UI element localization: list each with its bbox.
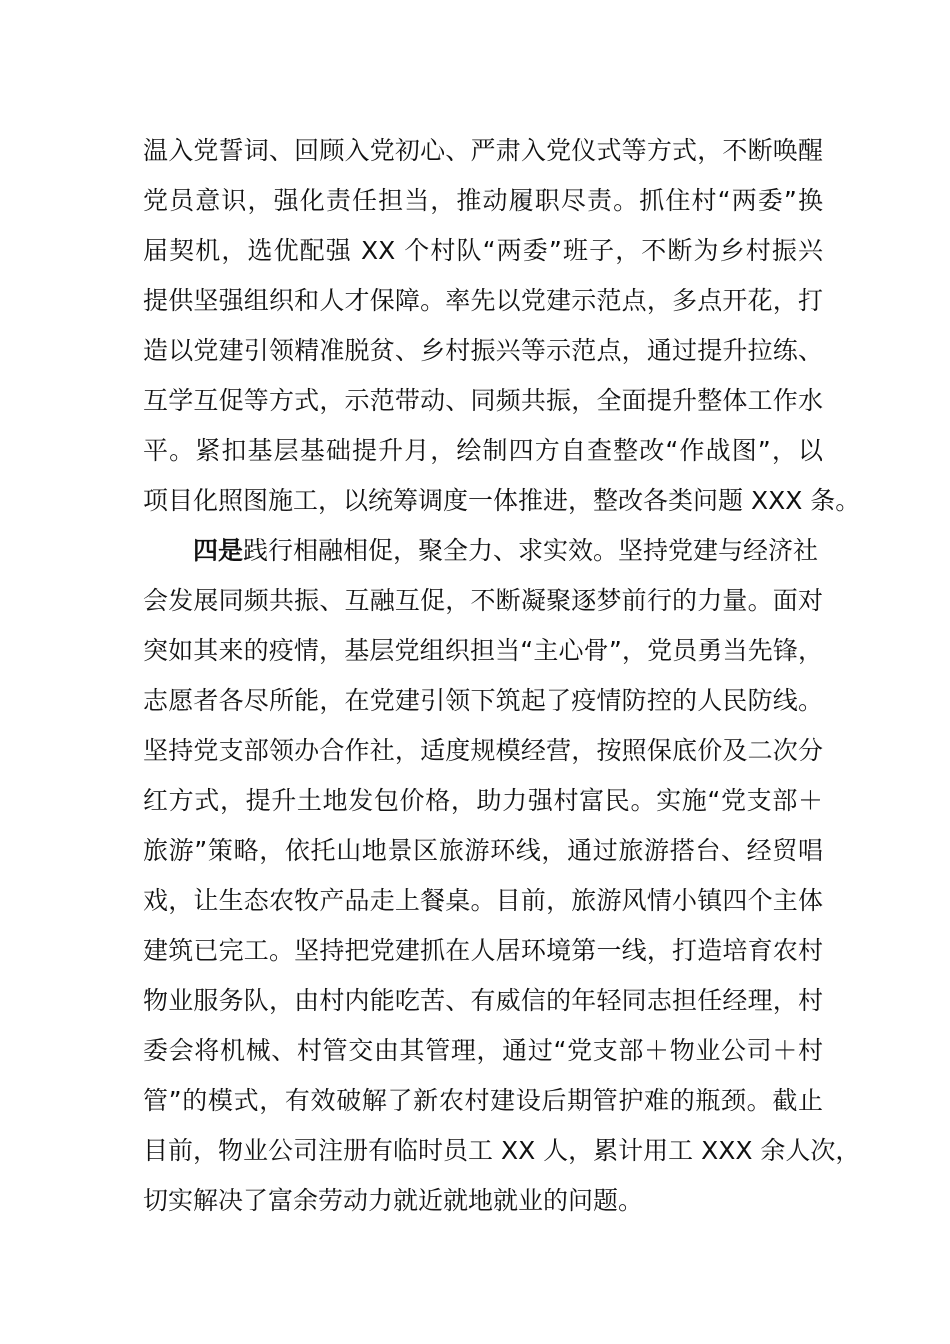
paragraph-four-first-line — [193, 531, 823, 571]
text-line: 管”的模式，有效破解了新农村建设后期管护难的瓶颈。截止 — [143, 1086, 823, 1115]
text-line: 互学互促等方式，示范带动、同频共振，全面提升整体工作水 — [143, 386, 823, 415]
text-line: 旅游”策略，依托山地景区旅游环线，通过旅游搭台、经贸唱 — [143, 836, 823, 865]
text-line: 委会将机械、村管交由其管理，通过“党支部＋物业公司＋村 — [143, 1036, 823, 1065]
text-line: 党员意识，强化责任担当，推动履职尽责。抓住村“两委”换 — [143, 186, 823, 215]
text-line: 造以党建引领精准脱贫、乡村振兴等示范点，通过提升拉练、 — [143, 336, 823, 365]
text-line: 红方式，提升土地发包价格，助力强村富民。实施“党支部＋ — [143, 786, 823, 815]
text-line: 提供坚强组织和人才保障。率先以党建示范点，多点开花，打 — [143, 286, 823, 315]
text-line: 目前，物业公司注册有临时员工 XX 人，累计用工 XXX 余人次， — [143, 1136, 861, 1165]
text-line: 届契机，选优配强 XX 个村队“两委”班子，不断为乡村振兴 — [143, 236, 823, 265]
text-line: 戏，让生态农牧产品走上餐桌。目前，旅游风情小镇四个主体 — [143, 886, 823, 915]
text-line: 温入党誓词、回顾入党初心、严肃入党仪式等方式，不断唤醒 — [143, 136, 823, 165]
text-line: 平。紧扣基层基础提升月，绘制四方自查整改“作战图”，以 — [143, 436, 823, 465]
text-line: 物业服务队，由村内能吃苦、有威信的年轻同志担任经理，村 — [143, 986, 823, 1015]
paragraph-first-line-text: 践行相融相促，聚全力、求实效。坚持党建与经济社 — [243, 536, 819, 565]
text-line: 志愿者各尽所能，在党建引领下筑起了疫情防控的人民防线。 — [143, 686, 823, 715]
text-line-last: 切实解决了富余劳动力就近就地就业的问题。 — [143, 1186, 644, 1215]
paragraph-heading: 四是 — [193, 536, 244, 565]
text-line: 突如其来的疫情，基层党组织担当“主心骨”，党员勇当先锋， — [143, 636, 823, 665]
text-line: 坚持党支部领办合作社，适度规模经营，按照保底价及二次分 — [143, 736, 823, 765]
text-line: 建筑已完工。坚持把党建抓在人居环境第一线，打造培育农村 — [143, 936, 823, 965]
text-line: 项目化照图施工，以统筹调度一体推进，整改各类问题 XXX 条。 — [143, 486, 861, 515]
text-line: 会发展同频共振、互融互促，不断凝聚逐梦前行的力量。面对 — [143, 586, 823, 615]
